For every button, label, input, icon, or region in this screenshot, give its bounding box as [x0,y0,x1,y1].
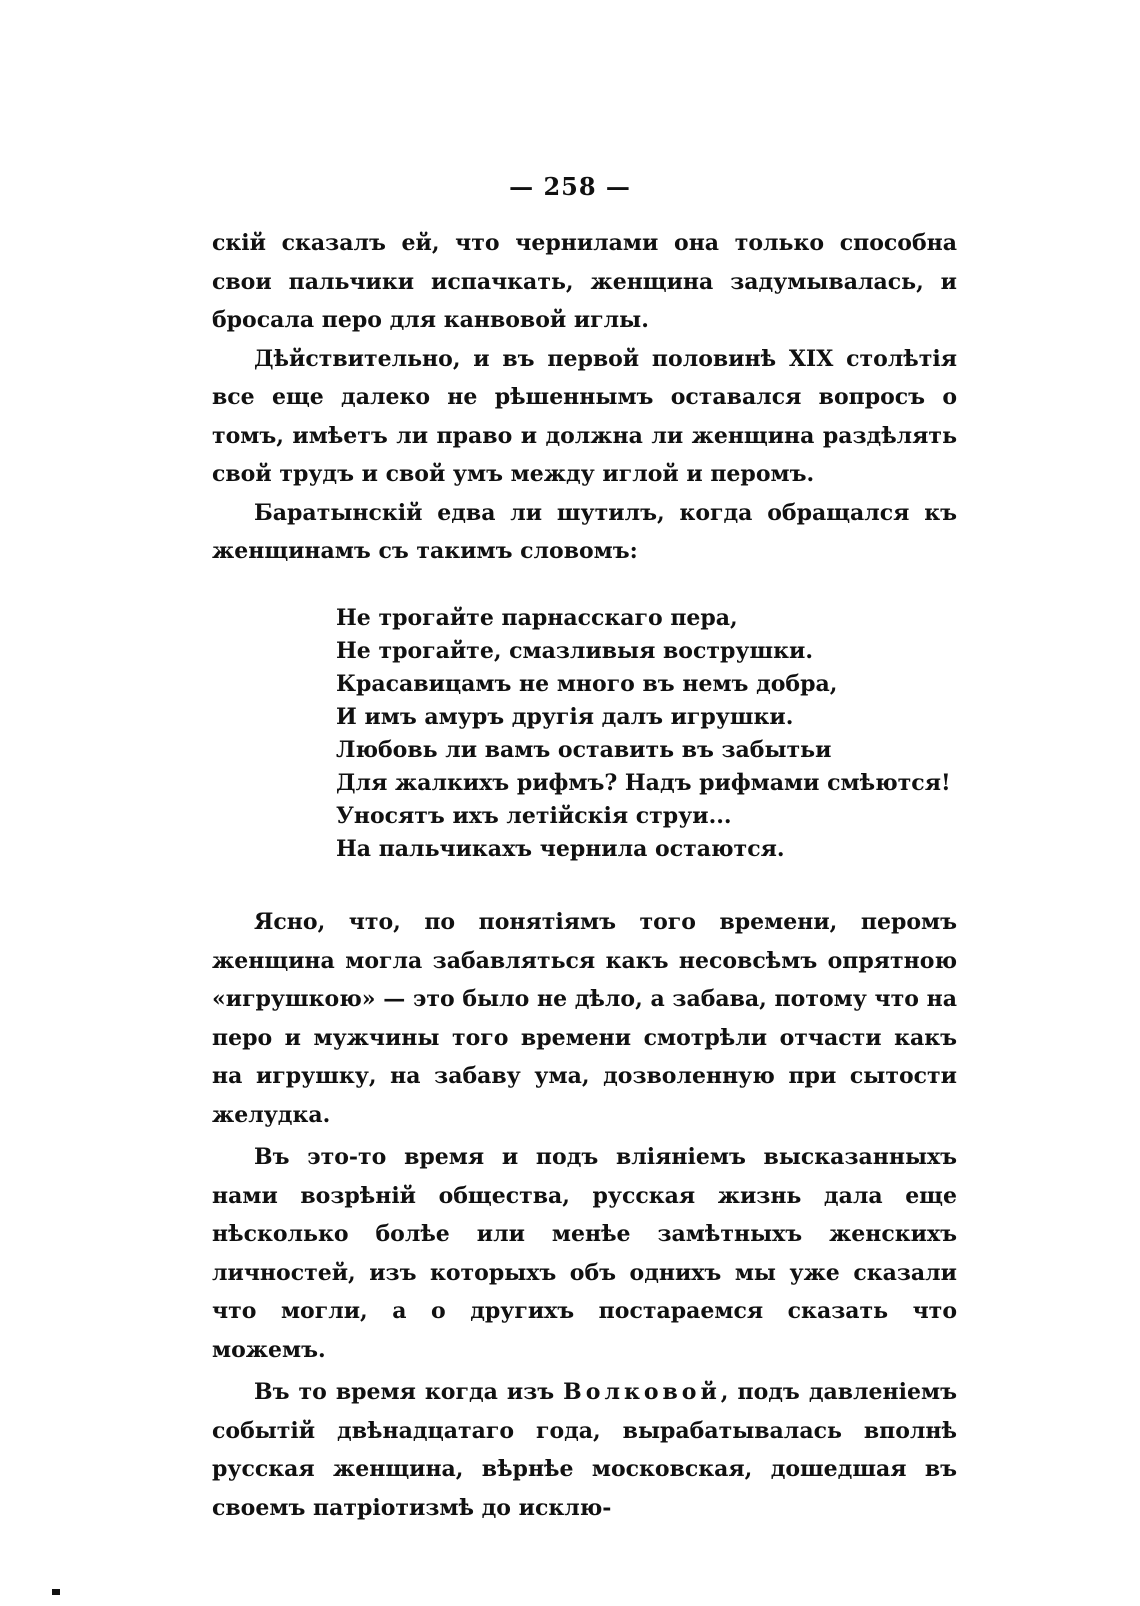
paragraph: Баратынскій едва ли шутилъ, когда обращался къ женщинамъ съ такимъ словомъ: [212,499,957,564]
poem-line: Для жалкихъ рифмъ? Надъ рифмами смѣются! [336,770,951,796]
paragraph: Дѣйствительно, и въ первой половинѣ XIX столѣтія все еще далеко не рѣшеннымъ оставался вопросъ о томъ, имѣетъ ли право и должна ли женщина раздѣлять свой трудъ и свой умъ между иглой и перомъ. [212,345,957,487]
paragraph [212,1373,957,1527]
spaced-surname: Волковой [563,1379,721,1405]
page-number: — 258 — [509,172,631,201]
poem-line: И имъ амуръ другія далъ игрушки. [336,704,794,730]
paragraph-continuation: скій сказалъ ей, что чернилами она только способна свои пальчики испачкать, женщина задумывалась, и бросала перо для канвовой иглы. [212,230,957,333]
poem-line: Любовь ли вамъ оставить въ забытьи [336,737,832,763]
poem-line: Не трогайте, смазливыя вострушки. [336,638,813,664]
poem-line: Не трогайте парнасскаго пера, [336,605,738,631]
paragraph: Въ это-то время и подъ вліяніемъ высказанныхъ нами возрѣній общества, русская жизнь дала еще нѣсколько болѣе или менѣе замѣтныхъ женскихъ личностей, изъ которыхъ объ однихъ мы уже сказали что могли, а о другихъ постараемся сказать что можемъ. [212,1144,957,1363]
paragraph: Ясно, что, по понятіямъ того времени, перомъ женщина могла забавляться какъ несовсѣмъ опрятною «игрушкою» — это было не дѣло, а забава, потому что на перо и мужчины того времени смотрѣли отчасти какъ на игрушку, на забаву ума, дозволенную при сытости желудка. [212,909,957,1128]
poem-line: На пальчикахъ чернила остаются. [336,836,785,862]
text-block-top [212,224,957,571]
paragraph-text: , подъ давленіемъ событій двѣнадцатаго года, вырабатывалась вполнѣ русская женщина, вѣрнѣе московская, дошедшая въ своемъ патріотизмѣ до исклю- [212,1379,957,1521]
text-block-bottom [212,903,957,1527]
scan-mark [52,1589,60,1595]
poem-line: Уносятъ ихъ летійскія струи... [336,803,732,829]
poem-quote [336,602,951,866]
poem-line: Красавицамъ не много въ немъ добра, [336,671,838,697]
paragraph-text: Въ то время когда изъ [254,1379,564,1405]
